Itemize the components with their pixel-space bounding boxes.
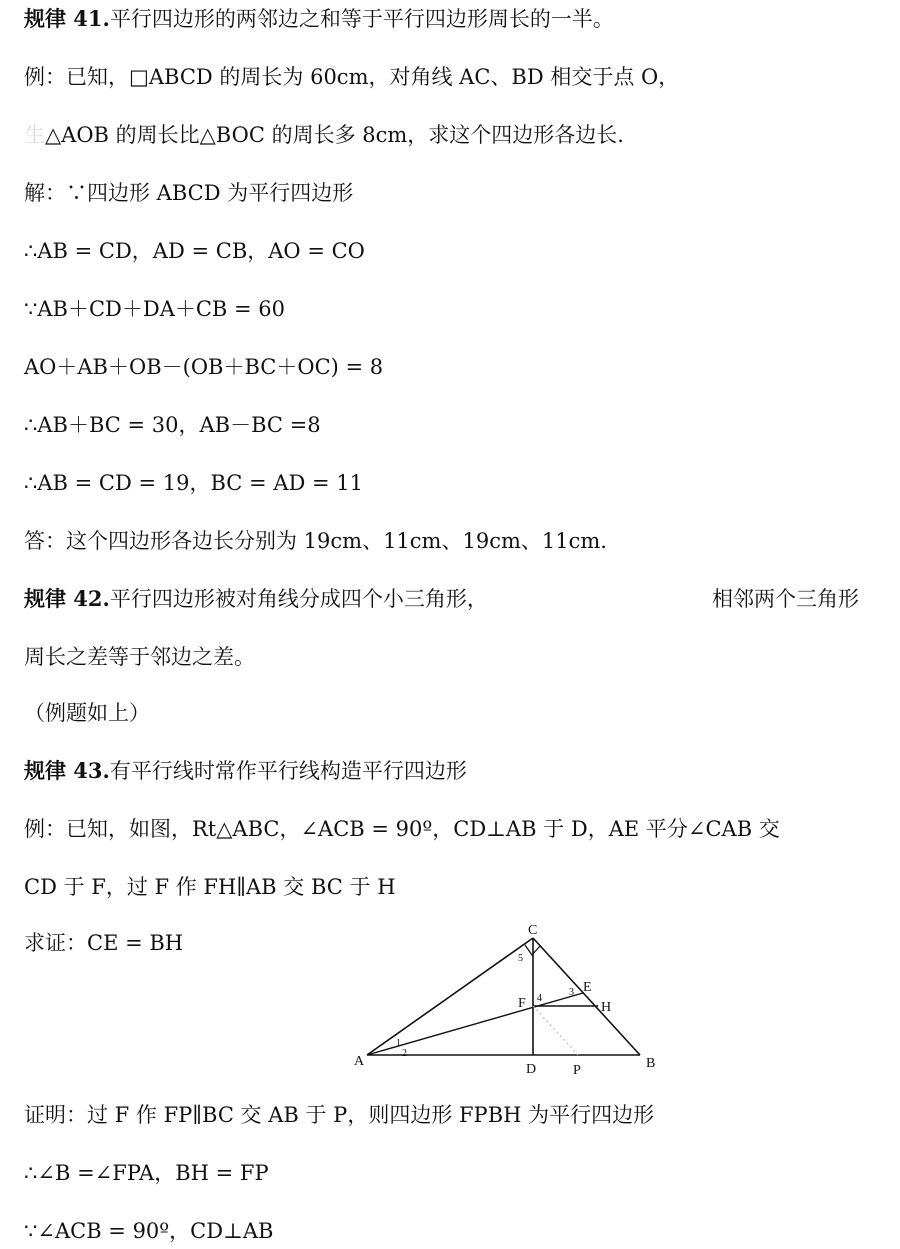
rule-42-number: 规律 42. xyxy=(24,586,110,611)
segment-fp xyxy=(533,1006,578,1055)
label-angle-2: 2 xyxy=(402,1048,407,1059)
label-c: C xyxy=(528,923,538,938)
solution-line: AO＋AB＋OB－(OB＋BC＋OC) = 8 xyxy=(24,355,384,379)
label-angle-4: 4 xyxy=(537,993,542,1004)
label-angle-1: 1 xyxy=(396,1038,401,1049)
label-angle-5: 5 xyxy=(518,953,523,964)
solution-line: ∴AB＋BC = 30，AB－BC =8 xyxy=(24,413,321,437)
rule-43-number: 规律 43. xyxy=(24,758,110,783)
label-h: H xyxy=(601,1000,612,1015)
example-41-line2-text: △AOB 的周长比△BOC 的周长多 8cm，求这个四边形各边长. xyxy=(45,123,624,147)
side-ac xyxy=(367,938,533,1055)
label-f: F xyxy=(518,996,526,1011)
rule-41-heading xyxy=(24,4,614,34)
proof-line: ∴∠B =∠FPA，BH = FP xyxy=(24,1161,269,1185)
solution-line: 解：∵四边形 ABCD 为平行四边形 xyxy=(24,181,354,205)
triangle-diagram xyxy=(345,915,675,1080)
example-43-line2: CD 于 F，过 F 作 FH∥AB 交 BC 于 H xyxy=(24,875,396,899)
solution-line: ∴AB = CD = 19，BC = AD = 11 xyxy=(24,471,363,495)
rule-42-text-b: 相邻两个三角形 xyxy=(712,587,859,611)
example-41-line2 xyxy=(24,120,624,150)
faint-prefix: 生 xyxy=(24,123,45,147)
rule-43-text: 有平行线时常作平行线构造平行四边形 xyxy=(109,759,467,783)
proof-line: ∵∠ACB = 90º，CD⊥AB xyxy=(24,1219,274,1243)
example-43-line1: 例：已知，如图，Rt△ABC，∠ACB = 90º，CD⊥AB 于 D，AE 平分∠CAB 交 xyxy=(24,817,780,841)
rule-42-text-a: 平行四边形被对角线分成四个小三角形， xyxy=(109,587,488,611)
label-angle-3: 3 xyxy=(569,987,574,998)
label-e: E xyxy=(583,980,592,995)
solution-line: ∴AB = CD，AD = CB，AO = CO xyxy=(24,239,365,263)
rule-42-text-c: 周长之差等于邻边之差。 xyxy=(24,645,255,669)
label-b: B xyxy=(646,1056,656,1071)
rule-43-heading xyxy=(24,756,467,786)
label-d: D xyxy=(526,1062,537,1077)
example-41-line1: 例：已知，□ABCD 的周长为 60cm，对角线 AC、BD 相交于点 O， xyxy=(24,65,680,89)
rule-42-example: （例题如上） xyxy=(24,701,150,725)
rule-41-text: 平行四边形的两邻边之和等于平行四边形周长的一半。 xyxy=(109,7,614,31)
side-bc xyxy=(533,938,640,1055)
proof-line: 证明：过 F 作 FP∥BC 交 AB 于 P，则四边形 FPBH 为平行四边形 xyxy=(24,1103,655,1127)
solution-line: ∵AB＋CD＋DA＋CB = 60 xyxy=(24,297,286,321)
rule-41-number: 规律 41. xyxy=(24,6,110,31)
rule-42-heading xyxy=(24,584,488,614)
label-a: A xyxy=(354,1054,365,1069)
prove-statement: 求证：CE = BH xyxy=(24,931,184,955)
answer-line: 答：这个四边形各边长分别为 19cm、11cm、19cm、11cm. xyxy=(24,529,607,553)
label-p: P xyxy=(573,1063,581,1078)
